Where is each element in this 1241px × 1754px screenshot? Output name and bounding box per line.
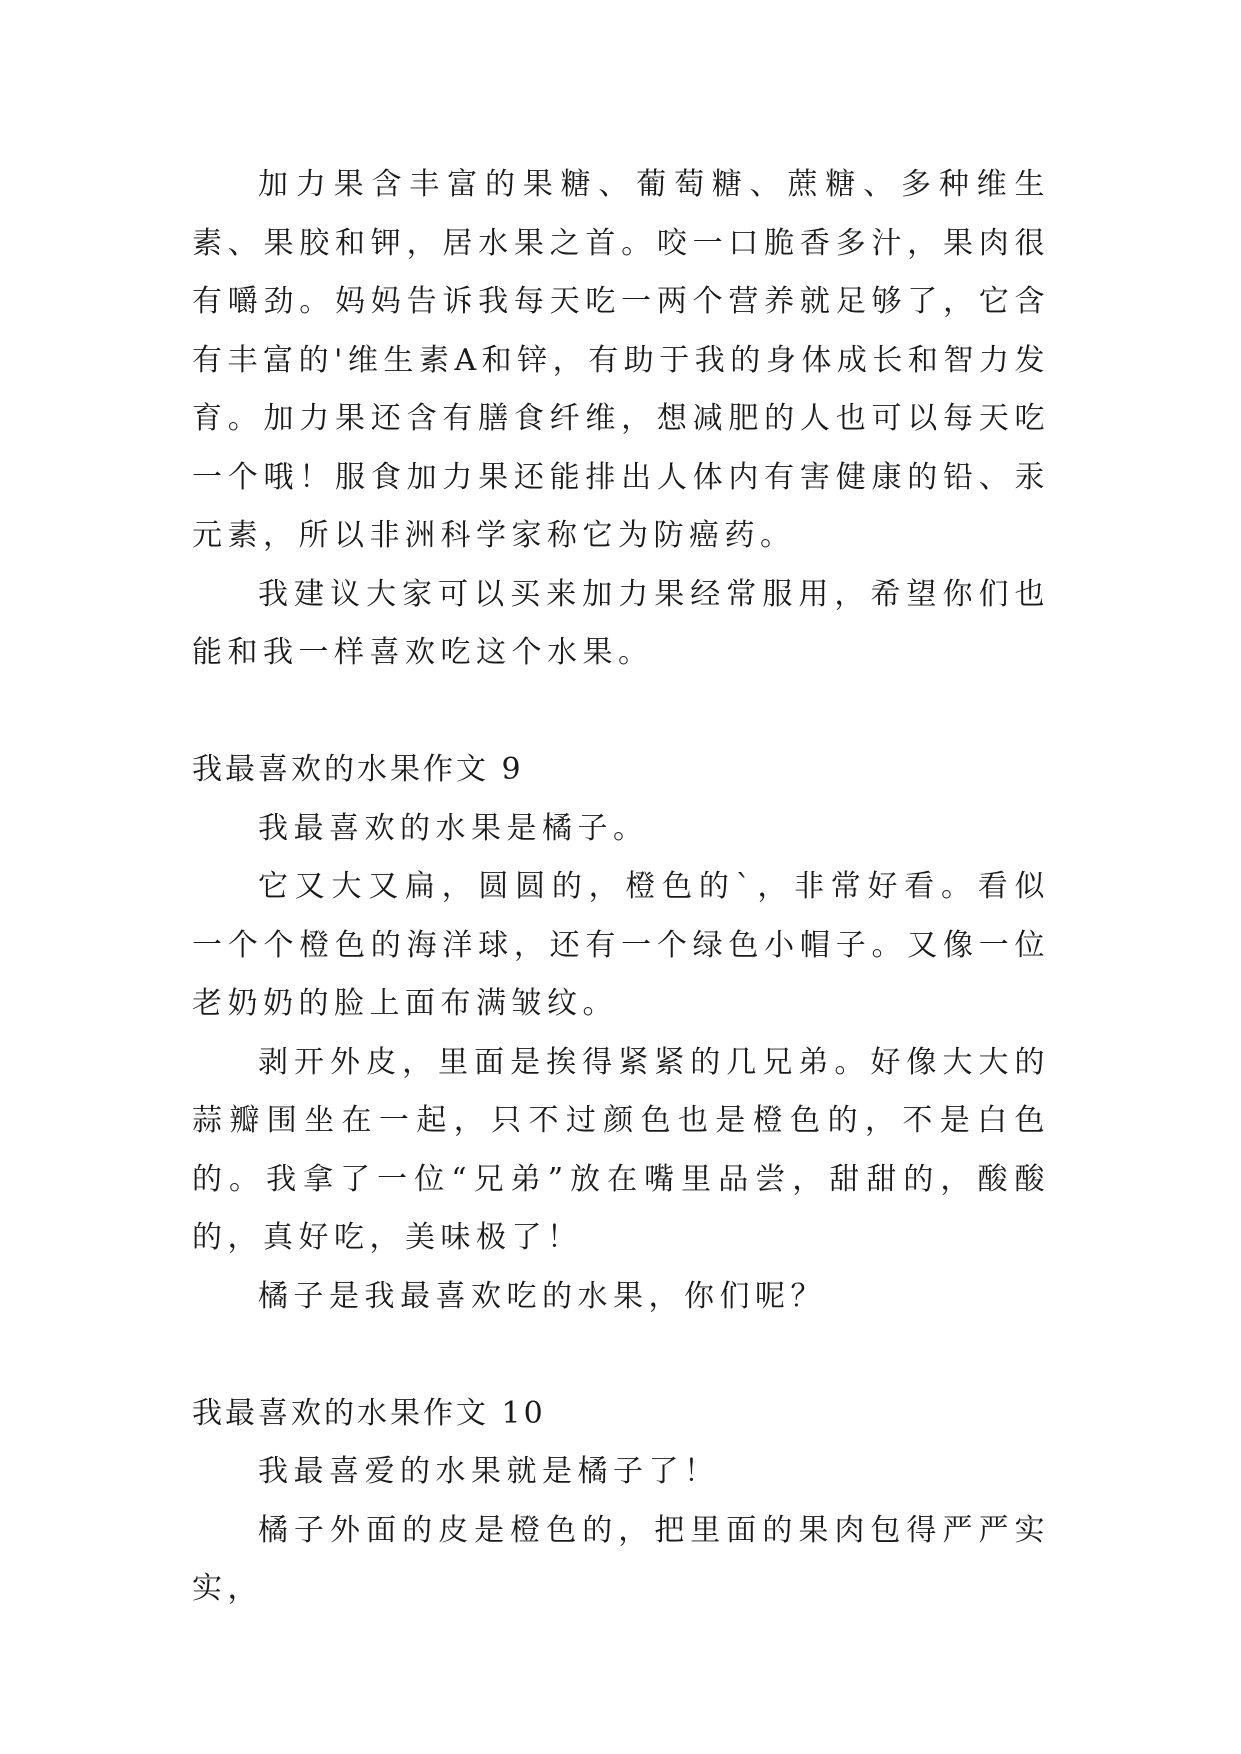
section-gap — [192, 683, 1050, 742]
document-body — [192, 156, 1050, 1619]
essay8-paragraph-2: 我建议大家可以买来加力果经常服用，希望你们也能和我一样喜欢吃这个水果。 — [192, 576, 1050, 670]
essay10-title: 我最喜欢的水果作文 10 — [192, 1395, 546, 1431]
essay10-paragraph-1: 我最喜爱的水果就是橘子了！ — [258, 1454, 720, 1489]
essay10-paragraph-2: 橘子外面的皮是橙色的，把里面的果肉包得严严实实， — [192, 1512, 1050, 1606]
section-gap — [192, 1326, 1050, 1385]
essay8-paragraph-1: 加力果含丰富的果糖、葡萄糖、蔗糖、多种维生素、果胶和钾，居水果之首。咬一口脆香多汁，果肉很有嚼劲。妈妈告诉我每天吃一两个营养就足够了，它含有丰富的'维生素A和锌，有助于我的身体成长和智力发育。加力果还含有膳食纤维，想减肥的人也可以每天吃一个哦！服食加力果还能排出人体内有害健康的铅、汞元素，所以非洲科学家称它为防癌药。 — [192, 167, 1050, 553]
essay9-paragraph-4: 橘子是我最喜欢吃的水果，你们呢？ — [258, 1278, 826, 1314]
essay9-title: 我最喜欢的水果作文 9 — [192, 752, 524, 787]
essay9-paragraph-3: 剥开外皮，里面是挨得紧紧的几兄弟。好像大大的蒜瓣围坐在一起，只不过颜色也是橙色的，不是白色的。我拿了一位“兄弟”放在嘴里品尝，甜甜的，酸酸的，真好吃，美味极了！ — [192, 1044, 1050, 1255]
essay9-paragraph-2: 它又大又扁，圆圆的，橙色的`，非常好看。看似一个个橙色的海洋球，还有一个绿色小帽子。又像一位老奶奶的脸上面布满皱纹。 — [192, 869, 1050, 1021]
essay9-paragraph-1: 我最喜欢的水果是橘子。 — [258, 810, 649, 846]
